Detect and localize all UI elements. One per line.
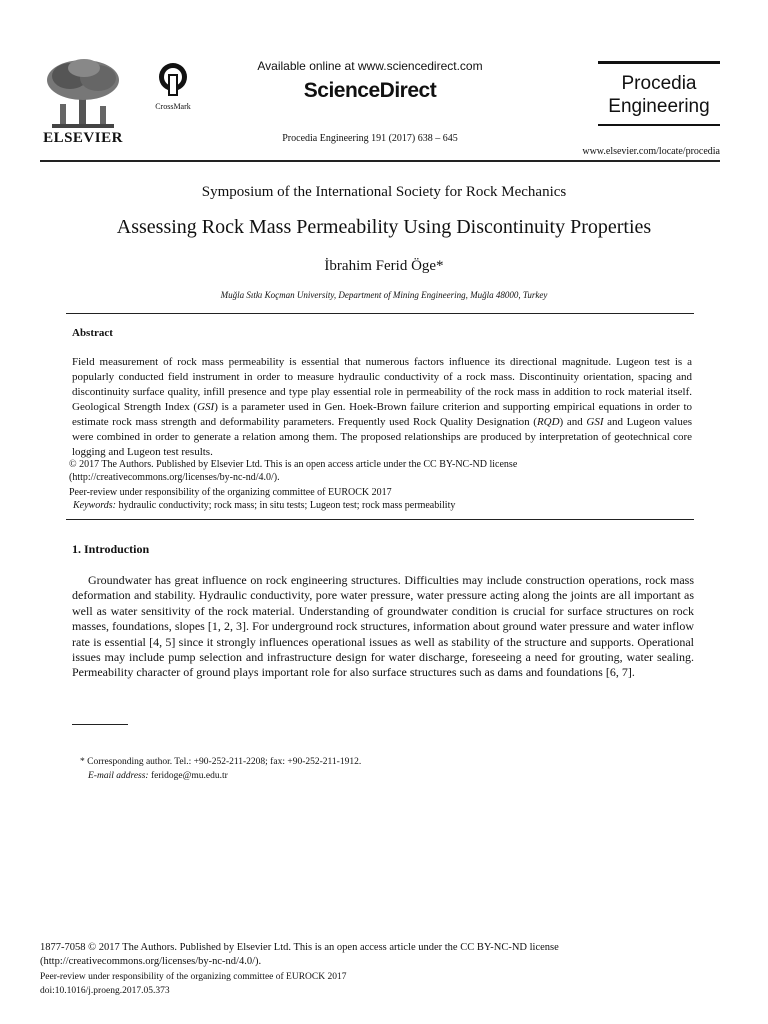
abstract-top-rule	[66, 313, 694, 314]
crossmark-icon	[158, 62, 188, 96]
issn-copyright: 1877-7058 © 2017 The Authors. Published by Elsevier Ltd. This is an open access article under the CC BY-NC-ND license	[40, 942, 559, 953]
rqd-abbrev: RQD	[536, 416, 560, 428]
gsi-abbrev: GSI	[586, 416, 604, 428]
footnote-rule	[72, 724, 128, 725]
corresponding-author-note: * Corresponding author. Tel.: +90-252-211-2208; fax: +90-252-211-1912.	[80, 757, 362, 767]
journal-title-line1: Procedia	[621, 73, 697, 94]
peer-review-note: Peer-review under responsibility of the organizing committee of EUROCK 2017	[69, 487, 392, 498]
keywords: Keywords: hydraulic conductivity; rock mass; in situ tests; Lugeon test; rock mass permeability	[73, 500, 456, 511]
abstract-bottom-rule	[66, 519, 694, 520]
crossmark-badge[interactable]	[150, 62, 196, 111]
symposium-name: Symposium of the International Society for Rock Mechanics	[201, 184, 567, 200]
abstract-heading: Abstract	[72, 327, 113, 339]
introduction-paragraph: Groundwater has great influence on rock engineering structures. Difficulties may include construction operations, rock mass deformation and stability. Hydraulic conductivity, pore water pressure, water pressure acting along the joints are all important as well as water sensitivity of the rock material. Understanding of groundwater condition is crucial for surface structures on rock masses, foundations, slopes [1, 2, 3]. For underground rock structures, information about ground water pressure and water inflow rate is essential [4, 5] since it strongly influences operational issues as well as stability of the structure and supports. Operational issues may include pump selection and infrastructure design for water discharge, foreseeing a need for grouting, water sealing. Permeability character of ground plays important role for also surface structures such as dams and foundations [6, 7].	[72, 573, 694, 680]
bottom-peer-review: Peer-review under responsibility of the organizing committee of EUROCK 2017	[40, 972, 347, 982]
paper-title: Assessing Rock Mass Permeability Using Discontinuity Properties	[116, 216, 652, 238]
author-affiliation: Muğla Sıtkı Koçman University, Department of Mining Engineering, Muğla 48000, Turkey	[220, 290, 548, 300]
license-link[interactable]: (http://creativecommons.org/licenses/by-nc-nd/4.0/).	[69, 472, 280, 483]
email-note: E-mail address: feridoge@mu.edu.tr	[88, 771, 228, 781]
gsi-abbrev: GSI	[197, 401, 215, 413]
author-name: İbrahim Ferid Öge*	[324, 258, 444, 274]
crossmark-label: CrossMark	[155, 102, 191, 111]
journal-title-box	[598, 61, 720, 126]
email-address[interactable]: feridoge@mu.edu.tr	[148, 771, 228, 781]
journal-url[interactable]: www.elsevier.com/locate/procedia	[582, 146, 720, 157]
section-heading-introduction: 1. Introduction	[72, 542, 150, 556]
header-divider	[40, 160, 720, 162]
bottom-license-link[interactable]: (http://creativecommons.org/licenses/by-nc-nd/4.0/).	[40, 956, 262, 967]
available-online: Available online at www.sciencedirect.com	[257, 59, 483, 73]
abstract-text: Field measurement of rock mass permeability is essential that numerous factors influence its directional magnitude. Lugeon test is a popularly conducted field instrument in order to measure hydraulic conductivity of a rock mass. Discontinuity orientation, spacing and discontinuity surface quality, infill presence and type play essential role in permeability of the rock mass in addition to rock material itself. Geological Strength Index (GSI) is a parameter used in Gen. Hoek-Brown failure criterion and supporting empirical equations in order to estimate rock mass strength and deformability parameters. Frequently used Rock Quality Designation (RQD) and GSI and Lugeon values were combined in order to generate a relation among them. The proposed relationships are produced by interpretation of geotechnical core logging and Lugeon test results.	[72, 356, 692, 458]
doi[interactable]: doi:10.1016/j.proeng.2017.05.373	[40, 986, 170, 996]
journal-title-line2: Engineering	[608, 96, 710, 117]
copyright-notice: © 2017 The Authors. Published by Elsevier Ltd. This is an open access article under the CC BY-NC-ND license (http://creativecommons.org/licenses/by-nc-nd/4.0/).	[69, 458, 689, 484]
publisher-name: ELSEVIER	[43, 130, 123, 146]
sciencedirect-brand: ScienceDirect	[303, 79, 437, 102]
journal-reference: Procedia Engineering 191 (2017) 638 – 645	[282, 133, 458, 144]
